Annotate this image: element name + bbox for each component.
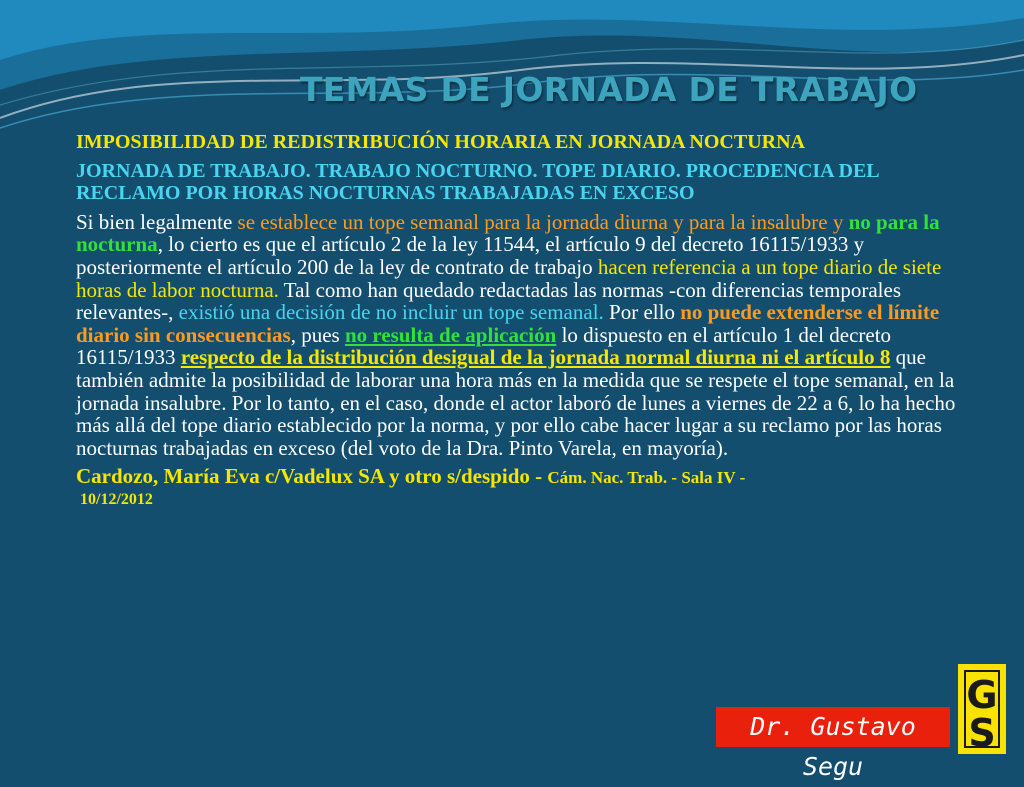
highlight-decision: existió una decisión de no incluir un tope semanal. [178, 300, 604, 325]
highlight-cannot-extend: no puede extenderse el límite diario sin consecuencias [76, 300, 940, 347]
citation-case: Cardozo, María Eva c/Vadelux SA y otro s/despido - [76, 464, 548, 489]
highlight-daily-limit: hacen referencia a un tope diario de siete horas de labor nocturna. [76, 254, 942, 302]
ruling-paragraph [76, 211, 956, 460]
citation-date: 10/12/2012 [80, 490, 153, 508]
slide-title: TEMAS DE JORNADA DE TRABAJO [300, 70, 918, 109]
heading-workday-summary: JORNADA DE TRABAJO. TRABAJO NOCTURNO. TOPE DIARIO. PROCEDENCIA DEL RECLAMO POR HORAS NOCTURNAS TRABAJADAS EN EXCESO [76, 159, 879, 205]
gs-logo [958, 664, 1006, 754]
gs-logo-frame [964, 670, 1000, 755]
heading-nocturnal-redistribution: IMPOSIBILIDAD DE REDISTRIBUCIÓN HORARIA EN JORNADA NOCTURNA [76, 131, 805, 153]
highlight-unequal-distribution: respecto de la distribución desigual de la jornada normal diurna ni el artículo 8 [180, 345, 891, 370]
slide-content [76, 131, 956, 516]
highlight-not-nocturnal: no para la nocturna [76, 209, 940, 257]
case-citation [76, 465, 956, 510]
highlight-not-applicable: no resulta de aplicación [344, 322, 557, 347]
body-text-5: , pues [290, 322, 345, 347]
body-text-7: que también admite la posibilidad de laborar una hora más en la medida que se respete el tope semanal, en la jornada insalubre. Por lo tanto, en el caso, donde el actor laboró de lunes a viernes de 22 a 6, lo ha hecho más allá del tope diario establecido por la norma, y por ello cabe hacer lugar a su reclamo por las horas nocturnas trabajadas en exceso (del voto de la Dra. Pinto Varela, en mayoría). [76, 345, 956, 460]
body-text-1: Si bien legalmente [76, 209, 238, 234]
logo-letter-s: S [968, 711, 996, 755]
body-text-3: Tal como han quedado redactadas las normas -con diferencias temporales relevantes-, [76, 277, 902, 325]
author-signature-badge: Dr. Gustavo Segu [716, 707, 950, 747]
citation-court: Cám. Nac. Trab. - Sala IV - [547, 468, 746, 488]
body-text-6: lo dispuesto en el artículo 1 del decreto 16115/1933 [76, 322, 892, 370]
logo-letter-g: G [966, 673, 998, 717]
body-text-2: , lo cierto es que el artículo 2 de la ley 11544, el artículo 9 del decreto 16115/1933 y posteriormente el artículo 200 de la ley de contrato de trabajo [76, 232, 865, 279]
highlight-weekly-limit: se establece un tope semanal para la jornada diurna y para la insalubre y [237, 209, 849, 234]
body-text-4: Por ello [603, 300, 681, 325]
